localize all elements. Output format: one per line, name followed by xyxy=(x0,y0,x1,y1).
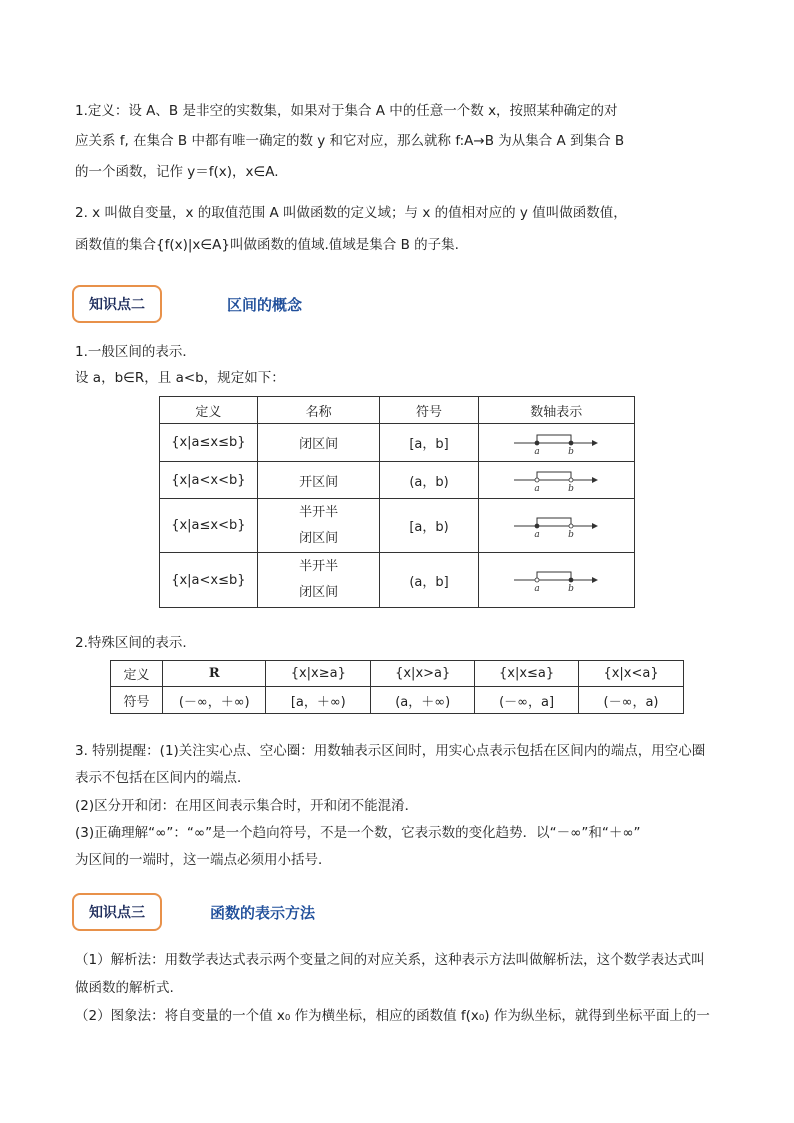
section-3-paragraph-1: （1）解析法：用数学表达式表示两个变量之间的对应关系，这种表示方法叫做解析法，这个数学表达式叫 xyxy=(75,952,705,968)
table-row xyxy=(160,553,635,608)
symbol-cell: (a，b] xyxy=(380,553,478,608)
definition-cell: {x|a<x≤b} xyxy=(160,553,258,608)
section-2-paragraph-2: 设 a，b∈R，且 a<b，规定如下： xyxy=(75,370,285,386)
section-badge: 知识点三 xyxy=(72,893,162,931)
axis-label-a: a xyxy=(534,446,540,456)
symbol-cell: (a，b) xyxy=(380,462,478,499)
interval-bracket xyxy=(537,472,571,480)
name-text: 闭区间 xyxy=(299,437,339,452)
note-3-continued: 为区间的一端时，这一端点必须用小括号． xyxy=(75,852,332,868)
note-1-continued: 表示不包括在区间内的端点． xyxy=(75,770,251,786)
interval-bracket xyxy=(537,518,571,526)
axis-label-b: b xyxy=(568,529,575,539)
table-header-cell: 符号 xyxy=(380,397,478,424)
section-3-paragraph-1-continued: 做函数的解析式. xyxy=(75,980,174,996)
endpoint-b xyxy=(569,478,573,482)
interval-bracket xyxy=(537,572,571,580)
interval-bracket xyxy=(537,435,571,443)
number-line-cell xyxy=(478,553,634,608)
number-line xyxy=(506,513,606,539)
name-cell xyxy=(257,553,380,608)
section-badge: 知识点二 xyxy=(72,285,162,323)
number-line xyxy=(506,567,606,593)
axis-label-a: a xyxy=(534,584,540,593)
name-cell xyxy=(257,462,380,499)
note-1: 3. 特别提醒：(1)关注实心点、空心圈：用数轴表示区间时，用实心点表示包括在区间内的端点，用空心圈 xyxy=(75,743,706,759)
definition-line-2: 应关系 f, 在集合 B 中都有唯一确定的数 y 和它对应，那么就称 f:A→B 为从集合 A 到集合 B xyxy=(75,133,625,149)
definition-line-1: 1.定义：设 A、B 是非空的实数集，如果对于集合 A 中的任意一个数 x，按照某种确定的对 xyxy=(75,103,618,119)
interval-table xyxy=(159,396,635,608)
name-cell xyxy=(257,499,380,553)
table-cell: R xyxy=(163,661,266,687)
endpoint-b xyxy=(569,441,573,445)
endpoint-a xyxy=(535,578,539,582)
table-header-cell: 数轴表示 xyxy=(478,397,634,424)
section-title: 区间的概念 xyxy=(227,296,303,314)
symbol-cell: [a，b] xyxy=(380,424,478,462)
table-cell: {x|x≥a} xyxy=(266,661,371,687)
definition-cell: {x|a≤x<b} xyxy=(160,499,258,553)
table-cell: {x|x≤a} xyxy=(475,661,579,687)
table-cell: (a，＋∞) xyxy=(371,687,475,714)
axis-arrow-icon xyxy=(592,440,598,446)
name-text-line-1: 半开半 xyxy=(299,504,339,520)
axis-arrow-icon xyxy=(592,577,598,583)
table-row xyxy=(111,661,684,687)
axis-label-a: a xyxy=(534,529,540,539)
axis-label-b: b xyxy=(568,584,575,593)
table-cell: {x|x>a} xyxy=(371,661,475,687)
note-3: (3)正确理解“∞”：“∞”是一个趋向符号，不是一个数，它表示数的变化趋势．以“－∞”和“＋∞” xyxy=(75,825,641,841)
definition-cell: {x|a<x<b} xyxy=(160,462,258,499)
section-2-paragraph-1: 1.一般区间的表示． xyxy=(75,344,196,360)
paragraph-2-line-2: 函数值的集合{f(x)|x∈A}叫做函数的值域.值域是集合 B 的子集. xyxy=(75,237,459,253)
number-line xyxy=(506,467,606,493)
axis-label-b: b xyxy=(568,484,575,493)
note-2: (2)区分开和闭：在用区间表示集合时，开和闭不能混淆． xyxy=(75,798,419,814)
table-row xyxy=(160,424,635,462)
number-line-cell xyxy=(478,462,634,499)
name-text-line-2: 闭区间 xyxy=(299,585,339,600)
table-row xyxy=(160,499,635,553)
number-line-cell xyxy=(478,499,634,553)
section-2-paragraph-3: 2.特殊区间的表示. xyxy=(75,635,187,651)
paragraph-2-line-1: 2. x 叫做自变量，x 的取值范围 A 叫做函数的定义域；与 x 的值相对应的 y 值叫做函数值， xyxy=(75,205,627,221)
special-interval-table xyxy=(110,660,684,714)
table-cell: 定义 xyxy=(111,661,163,687)
table-row xyxy=(160,462,635,499)
table-row xyxy=(111,687,684,714)
axis-arrow-icon xyxy=(592,477,598,483)
table-header-cell: 定义 xyxy=(160,397,258,424)
axis-label-b: b xyxy=(568,446,575,456)
name-cell xyxy=(257,424,380,462)
endpoint-b xyxy=(569,578,573,582)
axis-arrow-icon xyxy=(592,523,598,529)
endpoint-a xyxy=(535,524,539,528)
number-line-cell xyxy=(478,424,634,462)
symbol-cell: [a，b) xyxy=(380,499,478,553)
section-title: 函数的表示方法 xyxy=(210,904,316,922)
definition-cell: {x|a≤x≤b} xyxy=(160,424,258,462)
name-text-line-1: 半开半 xyxy=(299,559,339,574)
table-cell: (－∞，＋∞) xyxy=(163,687,266,714)
section-3-paragraph-2: （2）图象法：将自变量的一个值 x₀ 作为横坐标，相应的函数值 f(x₀) 作为纵坐标，就得到坐标平面上的一 xyxy=(75,1008,710,1024)
table-cell: (－∞，a] xyxy=(475,687,579,714)
endpoint-a xyxy=(535,441,539,445)
name-text-line-2: 闭区间 xyxy=(299,530,339,546)
endpoint-a xyxy=(535,478,539,482)
number-line xyxy=(506,430,606,456)
table-cell: (－∞，a) xyxy=(579,687,684,714)
name-text: 开区间 xyxy=(299,474,339,490)
table-cell: {x|x<a} xyxy=(579,661,684,687)
table-header-cell: 名称 xyxy=(257,397,380,424)
table-cell: 符号 xyxy=(111,687,163,714)
endpoint-b xyxy=(569,524,573,528)
table-header-row xyxy=(160,397,635,424)
table-cell: [a，＋∞) xyxy=(266,687,371,714)
axis-label-a: a xyxy=(534,484,540,493)
definition-line-3: 的一个函数，记作 y＝f(x)，x∈A. xyxy=(75,164,279,180)
